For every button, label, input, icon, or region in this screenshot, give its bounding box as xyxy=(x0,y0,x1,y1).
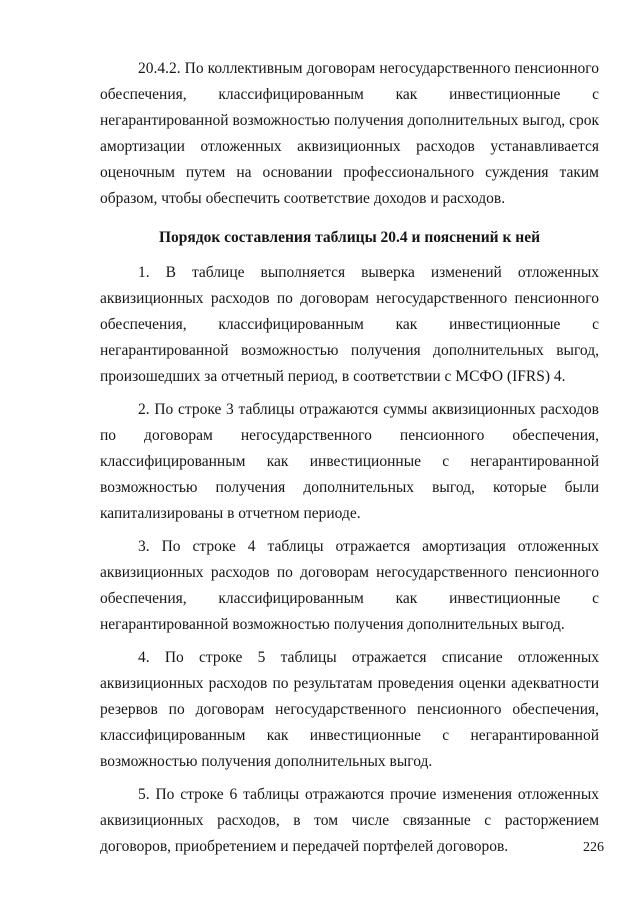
document-body xyxy=(100,56,599,860)
list-item-5: 5. По строке 6 таблицы отражаются прочие изменения отложенных аквизиционных расходов, в том числе связанные с расторжением договоров, приобретением и передачей портфелей договоров. xyxy=(100,786,599,855)
page-number: 226 xyxy=(583,840,604,855)
list-item-1: 1. В таблице выполняется выверка изменений отложенных аквизиционных расходов по договорам негосударственного пенсионного обеспечения, классифицированным как инвестиционные с негарантированной возможностью получения дополнительных выгод, произошедших за отчетный период, в соответствии с МСФО (IFRS) 4. xyxy=(100,264,599,385)
paragraph-20-4-2: 20.4.2. По коллективным договорам негосударственного пенсионного обеспечения, классифицированным как инвестиционные с негарантированной возможностью получения дополнительных выгод, срок амортизации отложенных аквизиционных расходов устанавливается оценочным путем на основании профессионального суждения таким образом, чтобы обеспечить соответствие доходов и расходов. xyxy=(100,60,599,207)
list-item-4: 4. По строке 5 таблицы отражается списание отложенных аквизиционных расходов по результатам проведения оценки адекватности резервов по договорам негосударственного пенсионного обеспечения, классифицированным как инвестиционные с негарантированной возможностью получения дополнительных выгод. xyxy=(100,649,599,770)
section-heading: Порядок составления таблицы 20.4 и пояснений к ней xyxy=(158,229,541,246)
list-item-3: 3. По строке 4 таблицы отражается амортизация отложенных аквизиционных расходов по договорам негосударственного пенсионного обеспечения, классифицированным как инвестиционные с негарантированной возможностью получения дополнительных выгод. xyxy=(100,538,599,633)
list-item-2: 2. По строке 3 таблицы отражаются суммы аквизиционных расходов по договорам негосударственного пенсионного обеспечения, классифицированным как инвестиционные с негарантированной возможностью получения дополнительных выгод, которые были капитализированы в отчетном периоде. xyxy=(100,401,599,522)
